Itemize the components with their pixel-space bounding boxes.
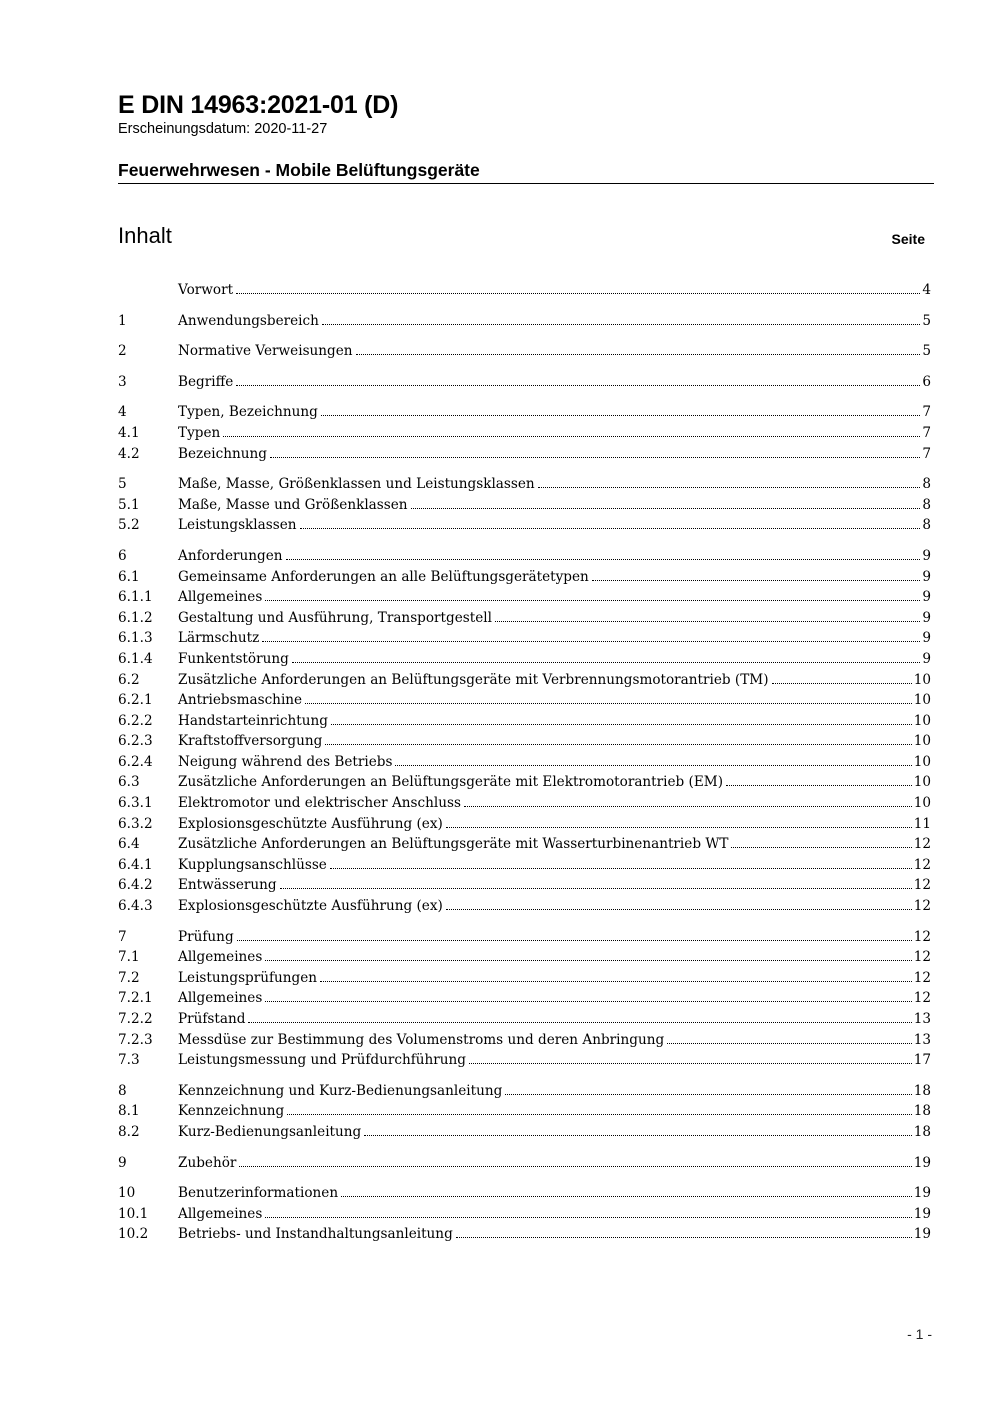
toc-heading: Inhalt	[118, 223, 172, 248]
toc-entry-title: Kennzeichnung und Kurz-Bedienungsanleitung	[178, 1082, 503, 1099]
toc-entry-page: 13	[913, 1031, 931, 1048]
toc-entry[interactable]	[118, 515, 931, 536]
table-of-contents	[118, 280, 931, 1245]
toc-entry-title: Allgemeines	[178, 589, 263, 606]
toc-entry[interactable]	[118, 772, 931, 793]
toc-entry-title: Prüfstand	[178, 1011, 246, 1027]
toc-entry-number: 2	[118, 343, 127, 360]
toc-entry-title: Elektromotor und elektrischer Anschluss	[178, 795, 461, 812]
toc-dot-leader	[265, 947, 911, 961]
toc-entry-number: 8	[118, 1082, 127, 1099]
toc-entry-title: Anforderungen	[178, 547, 283, 564]
toc-entry-title: Zusätzliche Anforderungen an Belüftungsgeräte mit Verbrennungsmotorantrieb (TM)	[178, 671, 769, 688]
toc-entry[interactable]	[118, 567, 931, 588]
toc-entry[interactable]	[118, 546, 931, 567]
toc-dot-leader	[270, 444, 920, 458]
toc-entry-title: Neigung während des Betriebs	[178, 753, 393, 770]
toc-entry-page: 5	[922, 343, 931, 360]
toc-entry-number: 6.1.1	[118, 589, 153, 606]
toc-entry-title: Entwässerung	[178, 877, 277, 894]
toc-dot-leader	[262, 628, 920, 642]
toc-dot-leader	[505, 1081, 911, 1095]
document-id: E DIN 14963:2021-01 (D)	[118, 91, 399, 119]
title-divider	[118, 183, 934, 184]
toc-entry-page: 12	[913, 898, 931, 915]
toc-entry-title: Allgemeines	[178, 949, 263, 966]
toc-entry-title: Leistungsklassen	[178, 517, 297, 534]
toc-entry-title: Antriebsmaschine	[178, 692, 303, 709]
toc-entry[interactable]	[118, 1009, 931, 1030]
toc-entry-title: Handstarteinrichtung	[178, 712, 328, 729]
toc-entry-page: 10	[913, 733, 931, 750]
publication-date: Erscheinungsdatum: 2020-11-27	[118, 121, 328, 137]
toc-entry-page: 12	[913, 969, 931, 986]
toc-entry[interactable]	[118, 587, 931, 608]
toc-entry-title: Leistungsprüfungen	[178, 969, 318, 986]
toc-entry-number: 7	[118, 928, 127, 945]
toc-entry-page: 9	[922, 589, 931, 606]
toc-entry-number: 4.1	[118, 424, 140, 441]
toc-dot-leader	[592, 567, 921, 581]
toc-entry[interactable]	[118, 372, 931, 393]
toc-entry-number: 7.2.3	[118, 1031, 153, 1048]
toc-dot-leader	[395, 752, 911, 766]
toc-entry[interactable]	[118, 1081, 931, 1102]
toc-entry-title: Bezeichnung	[178, 445, 267, 462]
toc-entry-title: Prüfung	[178, 928, 234, 945]
toc-dot-leader	[236, 372, 920, 386]
toc-entry-number: 6.1.3	[118, 630, 153, 647]
toc-entry-title: Maße, Masse und Größenklassen	[178, 496, 408, 513]
toc-dot-leader	[667, 1030, 912, 1044]
toc-entry[interactable]	[118, 834, 931, 855]
toc-entry-page: 10	[913, 712, 931, 729]
toc-entry[interactable]	[118, 1050, 931, 1071]
toc-entry[interactable]	[118, 1101, 931, 1122]
toc-entry[interactable]	[118, 690, 931, 711]
toc-entry-page: 8	[922, 517, 931, 534]
toc-entry-title: Typen	[178, 424, 221, 441]
toc-entry-title: Kurz-Bedienungsanleitung	[178, 1123, 362, 1140]
toc-entry-page: 19	[913, 1226, 931, 1243]
toc-entry-page: 19	[913, 1185, 931, 1202]
toc-entry[interactable]	[118, 1153, 931, 1174]
toc-entry-number: 9	[118, 1154, 127, 1171]
toc-entry-page: 9	[922, 547, 931, 564]
toc-entry-number: 7.1	[118, 949, 140, 966]
toc-entry-number: 8.2	[118, 1123, 140, 1140]
toc-entry-title: Begriffe	[178, 373, 234, 390]
toc-dot-leader	[469, 1050, 912, 1064]
toc-entry-title: Zusätzliche Anforderungen an Belüftungsgeräte mit Wasserturbinenantrieb WT	[178, 836, 729, 853]
toc-dot-leader	[330, 855, 912, 869]
toc-dot-leader	[248, 1009, 911, 1023]
toc-entry-number: 5	[118, 476, 127, 493]
toc-entry[interactable]	[118, 280, 931, 301]
toc-entry-number: 1	[118, 312, 127, 329]
toc-entry-number: 10	[118, 1185, 136, 1202]
toc-entry-page: 9	[922, 630, 931, 647]
toc-entry-number: 6.2.4	[118, 753, 153, 770]
toc-entry-number: 3	[118, 373, 127, 390]
toc-entry-page: 12	[913, 990, 931, 1007]
toc-dot-leader	[265, 988, 911, 1002]
toc-dot-leader	[286, 546, 921, 560]
toc-entry[interactable]	[118, 495, 931, 516]
toc-entry[interactable]	[118, 311, 931, 332]
toc-entry-number: 10.2	[118, 1226, 149, 1243]
toc-entry[interactable]	[118, 793, 931, 814]
toc-entry-title: Typen, Bezeichnung	[178, 404, 318, 421]
toc-entry-title: Allgemeines	[178, 1205, 263, 1222]
toc-entry[interactable]	[118, 608, 931, 629]
toc-entry-page: 19	[913, 1154, 931, 1171]
toc-entry-title: Messdüse zur Bestimmung des Volumenstroms und deren Anbringung	[178, 1031, 665, 1048]
toc-entry-page: 18	[913, 1103, 931, 1120]
toc-entry-number: 6.2	[118, 671, 140, 688]
toc-entry[interactable]	[118, 402, 931, 423]
toc-entry[interactable]	[118, 988, 931, 1009]
toc-entry[interactable]	[118, 628, 931, 649]
toc-entry-number: 6.4	[118, 836, 140, 853]
toc-dot-leader	[325, 731, 911, 745]
toc-entry-page: 17	[913, 1052, 931, 1069]
toc-dot-leader	[341, 1183, 912, 1197]
toc-entry-number: 6.3.2	[118, 815, 153, 832]
toc-entry-page: 18	[913, 1082, 931, 1099]
toc-dot-leader	[223, 423, 920, 437]
toc-entry-number: 8.1	[118, 1103, 140, 1120]
toc-entry-page: 12	[913, 877, 931, 894]
toc-entry-number: 6.2.2	[118, 712, 153, 729]
toc-dot-leader	[265, 1204, 911, 1218]
toc-entry-title: Leistungsmessung und Prüfdurchführung	[178, 1052, 467, 1069]
toc-entry-page: 10	[913, 753, 931, 770]
toc-entry[interactable]	[118, 875, 931, 896]
toc-dot-leader	[356, 341, 921, 355]
toc-entry-title: Kraftstoffversorgung	[178, 733, 323, 750]
toc-entry-page: 6	[922, 373, 931, 390]
toc-entry-number: 5.2	[118, 517, 140, 534]
toc-entry-page: 8	[922, 476, 931, 493]
toc-entry[interactable]	[118, 1204, 931, 1225]
toc-entry-number: 6.3.1	[118, 795, 153, 812]
toc-entry[interactable]	[118, 649, 931, 670]
toc-entry[interactable]	[118, 1183, 931, 1204]
toc-entry-number: 4	[118, 404, 127, 421]
toc-entry-page: 4	[922, 282, 931, 298]
toc-entry[interactable]	[118, 927, 931, 948]
toc-entry-title: Vorwort	[178, 282, 234, 298]
toc-entry-page: 18	[913, 1123, 931, 1140]
toc-dot-leader	[495, 608, 920, 622]
toc-entry-title: Funkentstörung	[178, 650, 289, 667]
toc-dot-leader	[446, 896, 912, 910]
footer-page-number: - 1 -	[907, 1326, 932, 1342]
toc-dot-leader	[239, 1153, 911, 1167]
toc-dot-leader	[772, 670, 912, 684]
toc-entry-title: Gestaltung und Ausführung, Transportgestell	[178, 609, 492, 626]
toc-entry-title: Zubehör	[178, 1154, 237, 1171]
toc-entry-number: 6.1.4	[118, 650, 153, 667]
toc-entry-page: 13	[913, 1011, 931, 1027]
toc-entry-title: Normative Verweisungen	[178, 343, 353, 360]
toc-entry-page: 7	[922, 445, 931, 462]
toc-entry-number: 6.2.1	[118, 692, 153, 709]
toc-entry-number: 6.1.2	[118, 609, 153, 626]
toc-entry[interactable]	[118, 474, 931, 495]
toc-entry-number: 6.3	[118, 774, 140, 791]
toc-entry[interactable]	[118, 341, 931, 362]
toc-entry-page: 7	[922, 404, 931, 421]
toc-dot-leader	[322, 311, 920, 325]
toc-entry[interactable]	[118, 731, 931, 752]
toc-dot-leader	[321, 402, 921, 416]
toc-entry-number: 6.4.3	[118, 898, 153, 915]
toc-entry-title: Zusätzliche Anforderungen an Belüftungsgeräte mit Elektromotorantrieb (EM)	[178, 774, 723, 791]
toc-entry-title: Maße, Masse, Größenklassen und Leistungsklassen	[178, 476, 535, 493]
toc-entry[interactable]	[118, 670, 931, 691]
toc-entry-number: 7.2.1	[118, 990, 153, 1007]
toc-dot-leader	[364, 1122, 911, 1136]
toc-entry-number: 6.4.2	[118, 877, 153, 894]
toc-entry-title: Lärmschutz	[178, 630, 260, 647]
toc-dot-leader	[305, 690, 912, 704]
toc-entry-number: 6.4.1	[118, 856, 153, 873]
toc-entry[interactable]	[118, 968, 931, 989]
toc-dot-leader	[287, 1101, 911, 1115]
toc-entry-title: Benutzerinformationen	[178, 1185, 339, 1202]
toc-entry-number: 6	[118, 547, 127, 564]
toc-entry-page: 12	[913, 836, 931, 853]
toc-entry-number: 4.2	[118, 445, 140, 462]
toc-dot-leader	[731, 834, 911, 848]
toc-entry-number: 7.2	[118, 969, 140, 986]
toc-entry-page: 8	[922, 496, 931, 513]
toc-entry[interactable]	[118, 711, 931, 732]
toc-entry-title: Kennzeichnung	[178, 1103, 285, 1120]
toc-entry[interactable]	[118, 423, 931, 444]
toc-entry-number: 5.1	[118, 496, 140, 513]
toc-dot-leader	[300, 515, 921, 529]
toc-dot-leader	[280, 875, 912, 889]
toc-entry[interactable]	[118, 855, 931, 876]
toc-entry-number: 7.2.2	[118, 1011, 153, 1027]
document-title: Feuerwehrwesen - Mobile Belüftungsgeräte	[118, 160, 480, 180]
toc-entry[interactable]	[118, 444, 931, 465]
toc-dot-leader	[236, 280, 920, 294]
toc-entry[interactable]	[118, 814, 931, 835]
toc-dot-leader	[456, 1224, 912, 1238]
toc-entry-page: 12	[913, 856, 931, 873]
toc-dot-leader	[237, 927, 912, 941]
toc-entry-number: 6.1	[118, 568, 140, 585]
toc-dot-leader	[331, 711, 912, 725]
toc-entry[interactable]	[118, 1224, 931, 1245]
toc-entry-page: 12	[913, 928, 931, 945]
toc-entry-page: 9	[922, 650, 931, 667]
toc-entry-number: 10.1	[118, 1205, 149, 1222]
toc-entry-page: 5	[922, 312, 931, 329]
toc-entry-title: Anwendungsbereich	[178, 312, 319, 329]
toc-entry-page: 9	[922, 568, 931, 585]
toc-entry-page: 11	[913, 815, 931, 832]
toc-entry-title: Betriebs- und Instandhaltungsanleitung	[178, 1226, 453, 1243]
toc-dot-leader	[411, 495, 921, 509]
toc-entry-title: Gemeinsame Anforderungen an alle Belüftungsgerätetypen	[178, 568, 589, 585]
toc-entry-page: 12	[913, 949, 931, 966]
toc-entry[interactable]	[118, 1122, 931, 1143]
toc-dot-leader	[292, 649, 921, 663]
toc-entry[interactable]	[118, 896, 931, 917]
toc-entry[interactable]	[118, 752, 931, 773]
toc-entry-page: 19	[913, 1205, 931, 1222]
toc-dot-leader	[538, 474, 921, 488]
toc-dot-leader	[726, 772, 912, 786]
toc-entry-number: 6.2.3	[118, 733, 153, 750]
toc-entry-page: 10	[913, 671, 931, 688]
toc-entry-page: 10	[913, 795, 931, 812]
toc-entry[interactable]	[118, 1030, 931, 1051]
toc-entry-title: Kupplungsanschlüsse	[178, 856, 327, 873]
toc-entry[interactable]	[118, 947, 931, 968]
toc-dot-leader	[265, 587, 920, 601]
toc-dot-leader	[464, 793, 912, 807]
toc-entry-title: Explosionsgeschützte Ausführung (ex)	[178, 898, 443, 915]
toc-entry-title: Allgemeines	[178, 990, 263, 1007]
toc-entry-page: 7	[922, 424, 931, 441]
toc-entry-page: 9	[922, 609, 931, 626]
toc-dot-leader	[320, 968, 912, 982]
toc-entry-number: 7.3	[118, 1052, 140, 1069]
toc-entry-page: 10	[913, 692, 931, 709]
toc-page-column-label: Seite	[891, 231, 925, 247]
toc-dot-leader	[446, 814, 912, 828]
toc-entry-title: Explosionsgeschützte Ausführung (ex)	[178, 815, 443, 832]
toc-entry-page: 10	[913, 774, 931, 791]
